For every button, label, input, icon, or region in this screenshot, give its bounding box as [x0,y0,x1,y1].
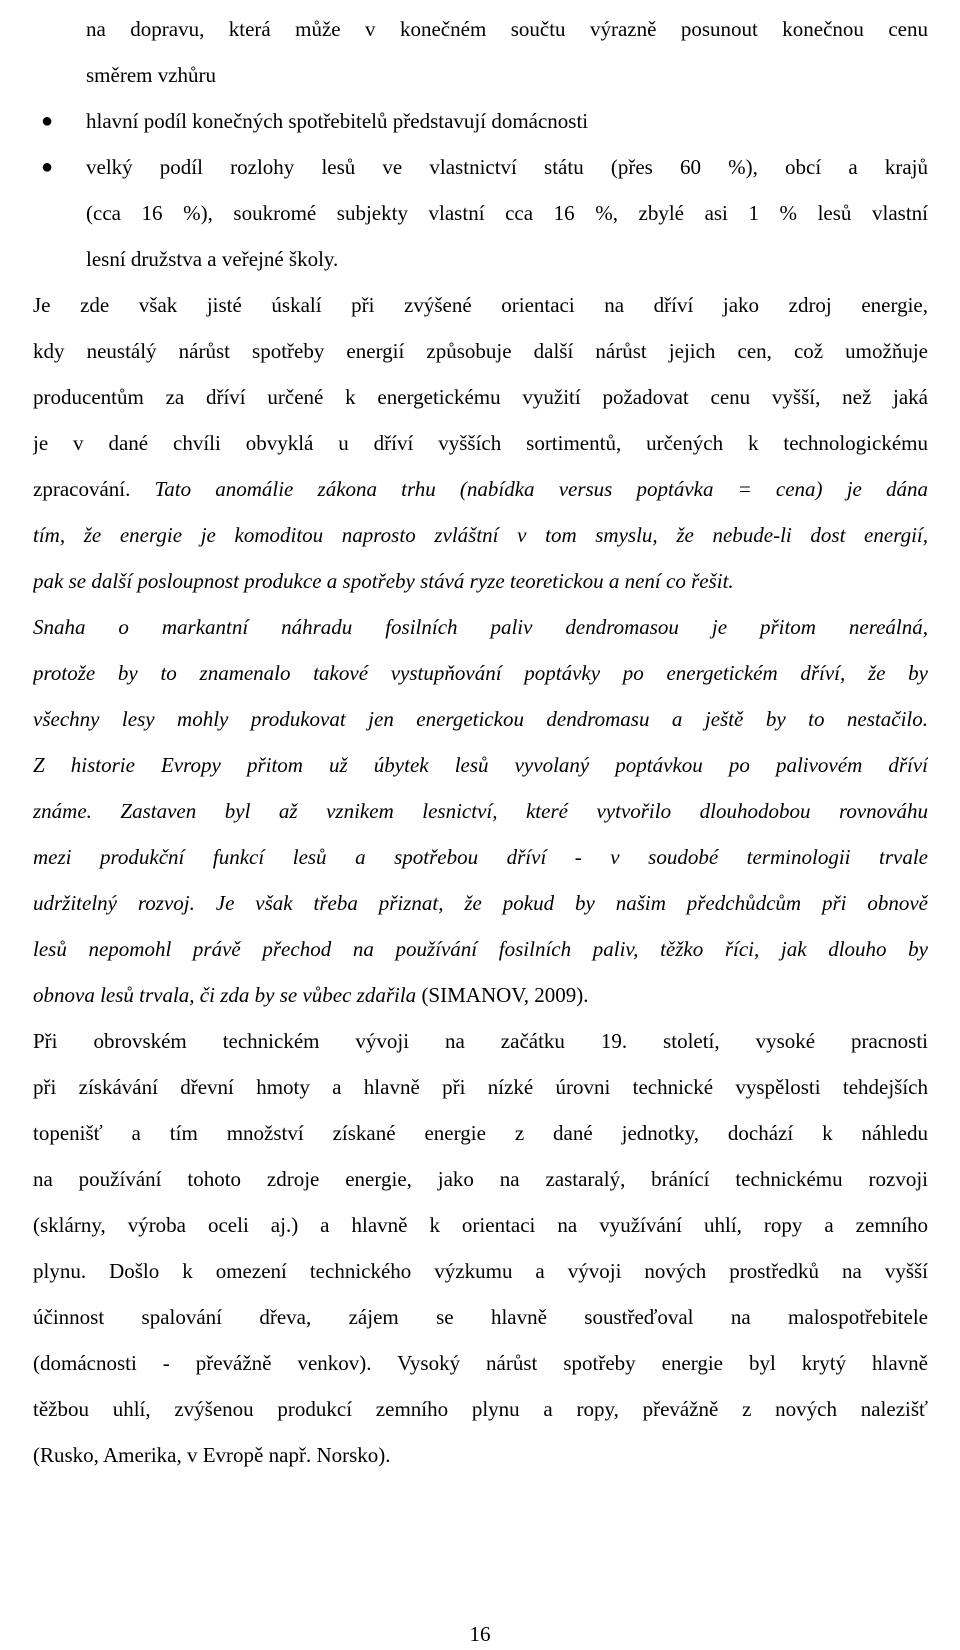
paragraph-italic-text: pak se další posloupnost produkce a spotřeby stává ryze teoretickou a není co řešit. [33,569,734,593]
paragraph-line [33,742,928,788]
paragraph [33,1018,928,1478]
paragraph-line [33,696,928,742]
paragraph-italic-text: obnova lesů trvala, či zda by se vůbec zdařila [33,983,417,1007]
paragraph-line: těžbou uhlí, zvýšenou produkcí zemního plynu a ropy, převážně z nových nalezišť [33,1397,928,1421]
paragraph-line [33,834,928,880]
paragraph-line: plynu. Došlo k omezení technického výzkumu a vývoji nových prostředků na vyšší [33,1259,928,1283]
paragraph-line [33,558,928,604]
citation: (SIMANOV, 2009). [416,983,589,1007]
paragraph-line [33,650,928,696]
paragraph-line: (Rusko, Amerika, v Evropě např. Norsko). [33,1443,391,1467]
paragraph-line: topenišť a tím množství získané energie z dané jednotky, dochází k náhledu [33,1121,928,1145]
paragraph-line: na používání tohoto zdroje energie, jako na zastaralý, bránící technickému rozvoji [33,1167,928,1191]
paragraph-italic-text: Z historie Evropy přitom už úbytek lesů vyvolaný poptávkou po palivovém dříví [33,753,928,777]
paragraph-line: je v dané chvíli obvyklá u dříví vyšších sortimentů, určených k technologickému [33,431,928,455]
paragraph-italic-text: mezi produkční funkcí lesů a spotřebou dříví - v soudobé terminologii trvale [33,845,928,869]
paragraph-line [33,466,928,512]
bullet-icon: ● [41,110,54,132]
paragraph-italic-text: tím, že energie je komoditou naprosto zvláštní v tom smyslu, že nebude-li dost energií, [33,523,928,547]
list-item [41,98,928,144]
paragraph-line [33,604,928,650]
bullet-continuation-line: směrem vzhůru [86,63,217,87]
bullet-list [41,6,928,282]
paragraph-line: Při obrovském technickém vývoji na začátku 19. století, vysoké pracnosti [33,1029,928,1053]
paragraph-italic-text: udržitelný rozvoj. Je však třeba přiznat, že pokud by našim předchůdcům při obnově [33,891,928,915]
page-number: 16 [469,1622,491,1646]
paragraph [33,604,928,1018]
paragraph-line [33,512,928,558]
list-item-text: velký podíl rozlohy lesů ve vlastnictví státu (přes 60 %), obcí a krajů [86,155,928,179]
paragraph-line [33,926,928,972]
paragraph-line: (sklárny, výroba oceli aj.) a hlavně k orientaci na využívání uhlí, ropy a zemního [33,1213,928,1237]
paragraph-line [33,972,928,1018]
paragraph-line: Je zde však jisté úskalí při zvýšené orientaci na dříví jako zdroj energie, [33,293,928,317]
paragraph-line: producentům za dříví určené k energetickému využití požadovat cenu vyšší, než jaká [33,385,928,409]
paragraph-italic-text: všechny lesy mohly produkovat jen energetickou dendromasu a ještě by to nestačilo. [33,707,928,731]
paragraph-italic-text: protože by to znamenalo takové vystupňování poptávky po energetickém dříví, že by [33,661,928,685]
page-body [33,6,928,1478]
paragraph-line: (domácnosti - převážně venkov). Vysoký nárůst spotřeby energie byl krytý hlavně [33,1351,928,1375]
list-item-text: (cca 16 %), soukromé subjekty vlastní cca 16 %, zbylé asi 1 % lesů vlastní [86,201,928,225]
paragraph [33,282,928,604]
paragraph-line [33,788,928,834]
paragraph-line [33,880,928,926]
list-item [41,144,928,282]
paragraph-italic-text: lesů nepomohl právě přechod na používání fosilních paliv, těžko říci, jak dlouho by [33,937,928,961]
paragraph-italic-text: Snaha o markantní náhradu fosilních paliv dendromasou je přitom nereálná, [33,615,928,639]
paragraph-line: účinnost spalování dřeva, zájem se hlavně soustřeďoval na malospotřebitele [33,1305,928,1329]
paragraph-italic-text: známe. Zastaven byl až vznikem lesnictví, které vytvořilo dlouhodobou rovnováhu [33,799,928,823]
bullet-icon: ● [41,156,54,178]
paragraph-line: kdy neustálý nárůst spotřeby energií způsobuje další nárůst jejich cen, což umožňuje [33,339,928,363]
paragraph-line: při získávání dřevní hmoty a hlavně při nízké úrovni technické vyspělosti tehdejších [33,1075,928,1099]
bullet-continuation-line: na dopravu, která může v konečném součtu výrazně posunout konečnou cenu [86,17,928,41]
paragraph-text: zpracování. [33,477,155,501]
list-item-text: hlavní podíl konečných spotřebitelů představují domácnosti [86,109,589,133]
list-item-text: lesní družstva a veřejné školy. [86,247,339,271]
paragraph-italic-text: Tato anomálie zákona trhu (nabídka versus poptávka = cena) je dána [154,477,928,501]
